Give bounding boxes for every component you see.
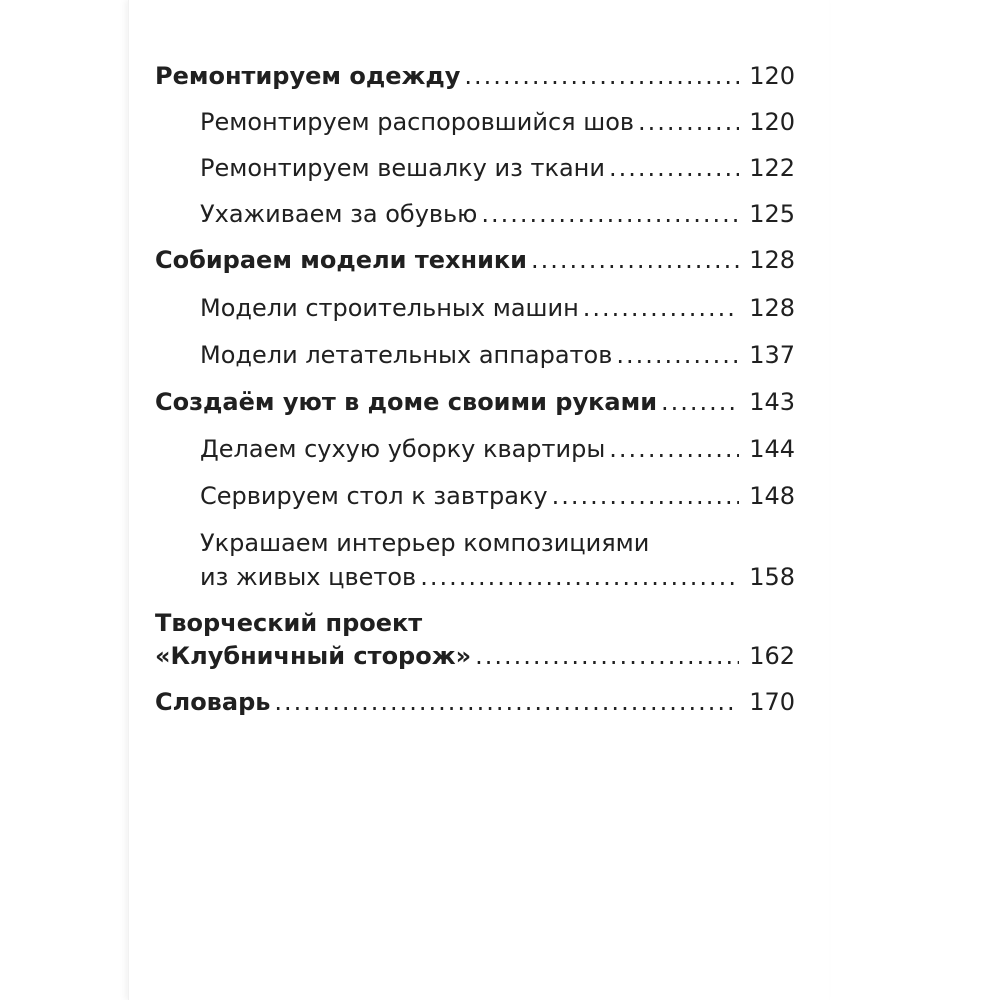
toc-entry <box>200 562 795 592</box>
toc-entry-page: 125 <box>749 200 795 228</box>
toc-entry <box>200 153 795 183</box>
dot-leader <box>609 434 739 464</box>
toc-entry-title: Ремонтируем одежду <box>155 62 461 90</box>
dot-leader <box>616 340 739 370</box>
toc-entry-title: Модели летательных аппаратов <box>200 341 613 369</box>
toc-entry <box>200 199 795 229</box>
dot-leader <box>475 641 739 671</box>
toc-entry-page: 120 <box>749 108 795 136</box>
toc-entry-title: Сервируем стол к завтраку <box>200 482 548 510</box>
toc-entry <box>155 608 795 638</box>
toc-entry <box>155 245 795 275</box>
toc-entry <box>200 340 795 370</box>
toc-entry <box>200 481 795 511</box>
toc-entry <box>200 434 795 464</box>
dot-leader <box>531 245 739 275</box>
dot-leader <box>609 153 739 183</box>
toc-entry <box>155 687 795 717</box>
dot-leader <box>274 687 739 717</box>
toc-entry-page: 128 <box>749 246 795 274</box>
toc-entry-title: Модели строительных машин <box>200 294 579 322</box>
dot-leader <box>583 293 739 323</box>
toc-entry-title: Ремонтируем вешалку из ткани <box>200 154 605 182</box>
toc-entry-page: 170 <box>749 688 795 716</box>
toc-entry-title: Делаем сухую уборку квартиры <box>200 435 606 463</box>
toc-entry-page: 143 <box>749 388 795 416</box>
toc-entry-page: 144 <box>749 435 795 463</box>
toc-entry-title-line1: Украшаем интерьер композициями <box>200 529 650 557</box>
toc-entry-title-line1: Творческий проект <box>155 609 423 637</box>
dot-leader <box>481 199 739 229</box>
toc-entry-title-line2: из живых цветов <box>200 563 417 591</box>
toc-entry-page: 122 <box>749 154 795 182</box>
toc-entry-page: 120 <box>749 62 795 90</box>
dot-leader <box>464 61 739 91</box>
toc-entry-page: 158 <box>749 563 795 591</box>
toc-entry-page: 148 <box>749 482 795 510</box>
toc-entry-title-line2: «Клубничный сторож» <box>155 642 472 670</box>
toc-entry-title: Словарь <box>155 688 271 716</box>
toc-entry-page: 162 <box>749 642 795 670</box>
toc-entry-title: Ремонтируем распоровшийся шов <box>200 108 635 136</box>
toc-entry <box>200 528 795 558</box>
toc-entry-page: 137 <box>749 341 795 369</box>
dot-leader <box>638 107 739 137</box>
toc-entry <box>200 293 795 323</box>
dot-leader <box>420 562 739 592</box>
toc-entry <box>155 387 795 417</box>
toc-entry-page: 128 <box>749 294 795 322</box>
toc-entry-title: Создаём уют в доме своими руками <box>155 388 658 416</box>
toc-entry-title: Ухаживаем за обувью <box>200 200 478 228</box>
toc-entry <box>155 61 795 91</box>
dot-leader <box>661 387 739 417</box>
toc-entry <box>155 641 795 671</box>
toc-entry-title: Собираем модели техники <box>155 246 527 274</box>
dot-leader <box>552 481 739 511</box>
toc-entry <box>200 107 795 137</box>
